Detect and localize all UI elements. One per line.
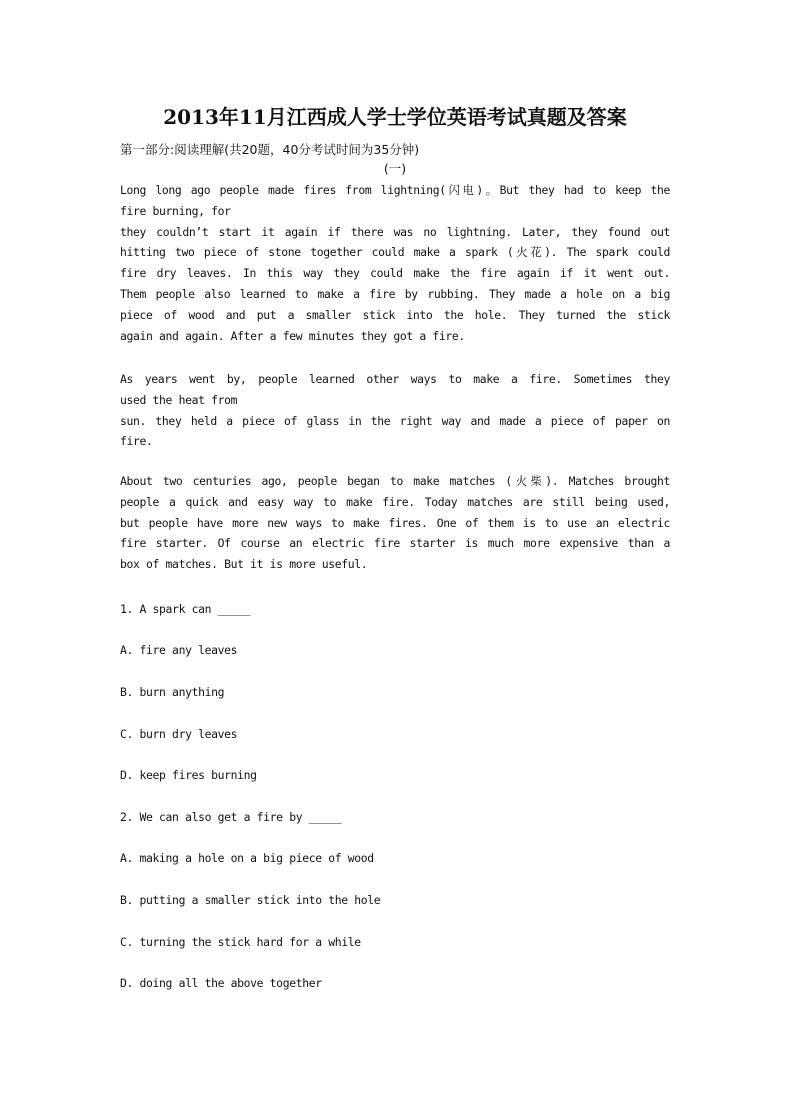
passage-paragraph-1 xyxy=(120,180,670,346)
paragraph-line: sun. they held a piece of glass in the right way and made a piece of paper on xyxy=(120,413,670,428)
question-2-option-b: B. putting a smaller stick into the hole xyxy=(120,893,381,907)
document-title: 2013年11月江西成人学士学位英语考试真题及答案 xyxy=(163,105,627,129)
paragraph-line: again and again. After a few minutes they got a fire. xyxy=(120,328,465,343)
question-1-option-a: A. fire any leaves xyxy=(120,643,238,657)
paragraph-line: Long long ago people made fires from lightning(闪电)。But they had to keep the xyxy=(120,183,670,197)
passage-paragraph-2 xyxy=(120,369,670,452)
question-1-stem: 1. A spark can _____ xyxy=(120,602,251,616)
passage-paragraph-3 xyxy=(120,471,670,575)
paragraph-line: fire starter. Of course an electric fire starter is much more expensive than a xyxy=(120,536,670,551)
paragraph-line: fire burning, for xyxy=(120,203,231,218)
question-2-option-d: D. doing all the above together xyxy=(120,976,322,990)
paragraph-line: people a quick and easy way to make fire. Today matches are still being used, xyxy=(120,494,670,509)
question-1-option-c: C. burn dry leaves xyxy=(120,727,238,741)
paragraph-line: used the heat from xyxy=(120,392,238,407)
paragraph-line: Them people also learned to make a fire by rubbing. They made a hole on a big xyxy=(120,286,670,301)
question-2-option-a: A. making a hole on a big piece of wood xyxy=(120,851,374,865)
question-1-option-b: B. burn anything xyxy=(120,685,225,699)
paragraph-line: piece of wood and put a smaller stick into the hole. They turned the stick xyxy=(120,307,670,322)
paragraph-line: About two centuries ago, people began to make matches (火柴). Matches brought xyxy=(120,474,670,488)
passage-number: (一) xyxy=(383,161,407,176)
question-2-option-c: C. turning the stick hard for a while xyxy=(120,935,361,949)
question-1-option-d: D. keep fires burning xyxy=(120,768,257,782)
paragraph-line: As years went by, people learned other ways to make a fire. Sometimes they xyxy=(120,372,670,386)
section-heading: 第一部分:阅读理解(共20题，40分考试时间为35分钟) xyxy=(120,142,420,157)
paragraph-line: fire. xyxy=(120,434,153,449)
paragraph-line: box of matches. But it is more useful. xyxy=(120,557,368,572)
paragraph-line: fire dry leaves. In this way they could make the fire again if it went out. xyxy=(120,266,670,281)
paragraph-line: but people have more new ways to make fires. One of them is to use an electric xyxy=(120,515,670,530)
paragraph-line: hitting two piece of stone together could make a spark (火花). The spark could xyxy=(120,245,670,260)
paragraph-line: they couldn’t start it again if there was no lightning. Later, they found out xyxy=(120,224,670,239)
question-2-stem: 2. We can also get a fire by _____ xyxy=(120,810,342,824)
